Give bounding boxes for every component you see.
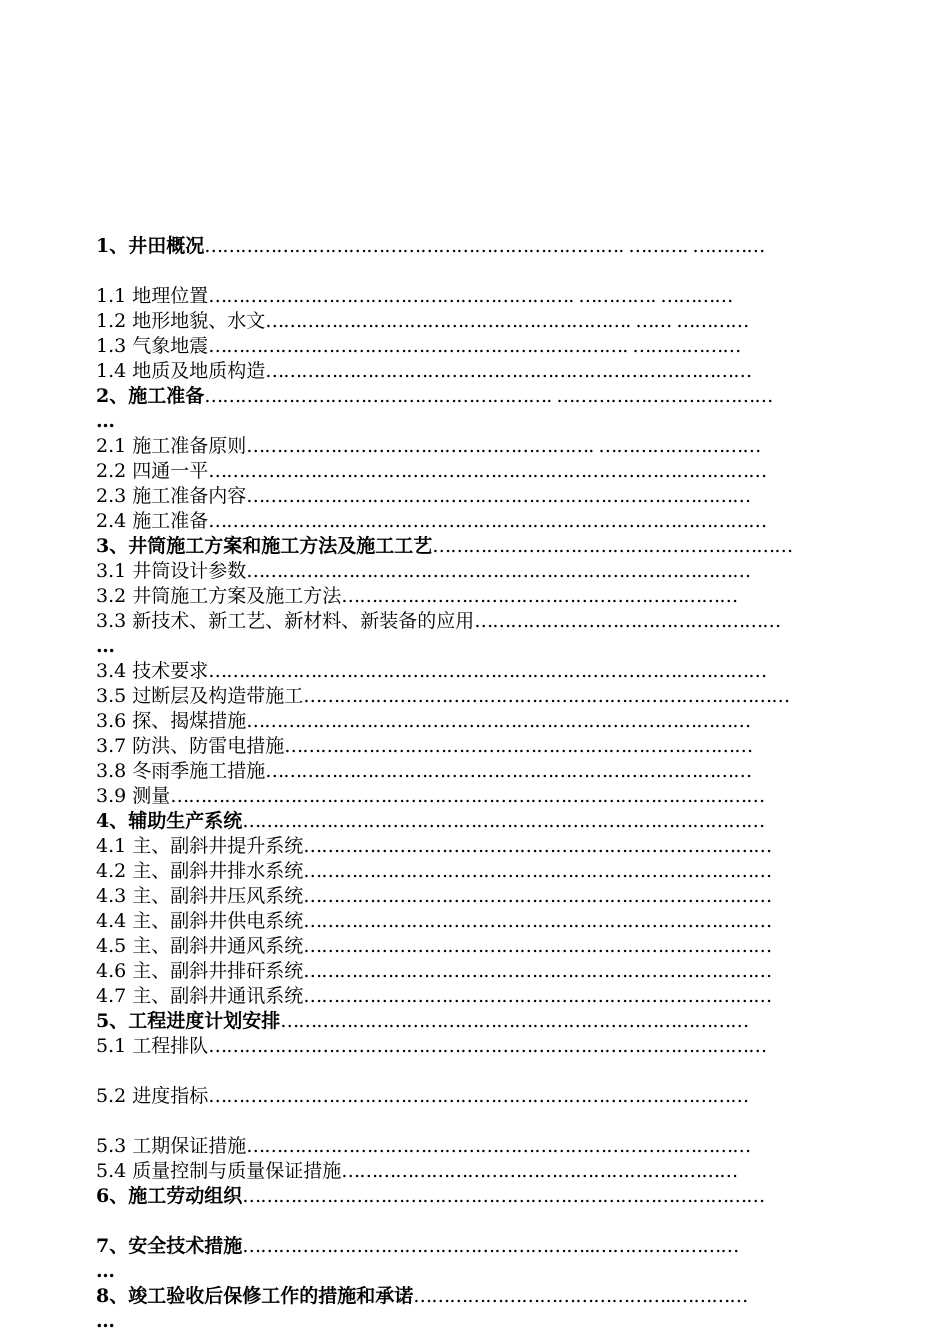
toc-entry[interactable] [96,659,868,684]
toc-entry-label: 1.1 地理位置 [96,285,209,307]
toc-entry-label: 2、施工准备 [96,385,205,407]
toc-entry-label: 3.5 过断层及构造带施工 [96,685,304,707]
toc-entry-leader: …………………………………………………………………… [303,935,772,957]
toc-entry-leader: ……………………………………..………… [413,1285,748,1307]
toc-entry-label: 3.9 测量 [96,785,171,807]
toc-entry[interactable] [96,434,868,459]
toc-entry-leader: ………………………………………………………………………… [246,1135,751,1157]
toc-entry-label: 3.1 井筒设计参数 [96,560,247,582]
toc-entry[interactable] [96,1134,868,1159]
toc-entry[interactable] [96,234,868,259]
toc-entry[interactable] [96,584,868,609]
toc-entry[interactable] [96,384,868,409]
toc-entry[interactable] [96,609,868,634]
toc-entry[interactable] [96,784,868,809]
toc-entry-label: 4.1 主、副斜井提升系统 [96,835,304,857]
toc-entry-label: 8、竣工验收后保修工作的措施和承诺 [96,1285,414,1307]
toc-entry-leader: ………………………………………………………………………… [246,710,751,732]
toc-entry-leader: ………………………………………………………………………………… [208,660,767,682]
toc-entry-leader: …………………………………………………………………… [280,1010,749,1032]
toc-entry-label: 3.8 冬雨季施工措施 [96,760,266,782]
spacer [96,1059,868,1084]
toc-entry-leader: ……………………………………………………………. ………. ………… [204,235,765,257]
toc-entry-leader: ………………………………………………………………………………… [208,460,767,482]
toc-entry-label: 2.1 施工准备原则 [96,435,247,457]
toc-entry-label: 3、井筒施工方案和施工方法及施工工艺 [96,535,433,557]
toc-entry-label: 2.2 四通一平 [96,460,209,482]
toc-entry-label: 5、工程进度计划安排 [96,1010,281,1032]
toc-entry-label: 2.3 施工准备内容 [96,485,247,507]
toc-entry-leader: ……………………………………………………………………… [303,685,790,707]
toc-entry-label: 5.2 进度指标 [96,1085,209,1107]
toc-entry[interactable] [96,884,868,909]
toc-entry-label: 3.7 防洪、防雷电措施 [96,735,285,757]
toc-entry[interactable] [96,309,868,334]
toc-entry[interactable] [96,484,868,509]
toc-entry[interactable] [96,809,868,834]
toc-entry-leader: …………………………………………………………………… [284,735,753,757]
toc-entry-leader: …………………………………………………………………… [303,960,772,982]
toc-entry-label: 3.2 井筒施工方案及施工方法 [96,585,342,607]
toc-entry-label: 4.2 主、副斜井排水系统 [96,860,304,882]
toc-entry-label: 4.3 主、副斜井压风系统 [96,885,304,907]
toc-entry[interactable] [96,559,868,584]
table-of-contents [96,234,868,1334]
toc-entry-leader: ……………………………………………………………. ……………… [208,335,741,357]
toc-entry[interactable] [96,1159,868,1184]
toc-entry-label: 1.3 气象地震 [96,335,209,357]
toc-entry-leader: ………………………………………………………………………… [246,560,751,582]
toc-entry-label: 6、施工劳动组织 [96,1185,243,1207]
toc-entry-leader: ……………………………………………………………………… [265,360,752,382]
toc-entry-leader: ……………………………………………………. …………. ………… [208,285,733,307]
toc-entry-leader: …………………………………………………………………… [303,885,772,907]
toc-entry[interactable] [96,1084,868,1109]
toc-entry[interactable] [96,1184,868,1209]
toc-entry[interactable] [96,1284,868,1309]
spacer [96,1209,868,1234]
toc-entry[interactable] [96,909,868,934]
toc-entry-leader: …………………………………………………………………… [303,860,772,882]
toc-entry-label: 1.4 地质及地质构造 [96,360,266,382]
toc-entry[interactable] [96,934,868,959]
toc-entry[interactable] [96,1009,868,1034]
toc-entry-leader: …………………………………………………………………… [303,985,772,1007]
toc-entry-leader: ………………………………………………………… [341,1160,738,1182]
toc-entry-label: 2.4 施工准备 [96,510,209,532]
toc-entry-label: 3.4 技术要求 [96,660,209,682]
toc-entry[interactable] [96,734,868,759]
spacer [96,1109,868,1134]
toc-entry-leader: ……………………………………………………. …… ………… [265,310,749,332]
toc-entry[interactable] [96,959,868,984]
toc-entry-leader-continuation: … [96,1260,115,1282]
toc-entry-label: 4.7 主、副斜井通讯系统 [96,985,304,1007]
toc-entry-label: 5.1 工程排队 [96,1035,209,1057]
toc-entry-leader: ……………………………………………………………………………… [208,1085,749,1107]
toc-entry-leader: …………………………………………………… [432,535,793,557]
toc-entry-leader: …………………………………………………………………… [303,835,772,857]
toc-entry-label: 3.6 探、揭煤措施 [96,710,247,732]
toc-entry-leader: …………………………………………………………………………… [242,810,765,832]
toc-entry-leader-continuation: … [96,410,115,432]
toc-entry-leader: …………………………………………… [474,610,781,632]
spacer [96,259,868,284]
toc-entry[interactable] [96,534,868,559]
toc-entry[interactable] [96,984,868,1009]
toc-entry-leader: ……………………………………………………………………… [265,760,752,782]
toc-entry-label: 5.3 工期保证措施 [96,1135,247,1157]
toc-entry-leader: ………………………………………………………………………………… [208,1035,767,1057]
toc-entry-leader: …………………………………………………. ……………………………… [204,385,773,407]
toc-entry-label: 3.3 新技术、新工艺、新材料、新装备的应用 [96,610,475,632]
toc-entry-leader: ……………………………………………………………………………………… [170,785,765,807]
toc-entry-label: 1.2 地形地貌、水文 [96,310,266,332]
toc-entry[interactable] [96,509,868,534]
toc-entry[interactable] [96,709,868,734]
toc-entry[interactable] [96,834,868,859]
toc-entry-leader: ………………………………………………………………………………… [208,510,767,532]
toc-entry-leader: …………………………………………………………………… [303,910,772,932]
toc-entry[interactable] [96,334,868,359]
toc-entry-leader: …………………………………………………..…………………… [242,1235,739,1257]
toc-entry[interactable] [96,1034,868,1059]
toc-entry-label: 4.5 主、副斜井通风系统 [96,935,304,957]
toc-entry[interactable] [96,359,868,384]
toc-entry-label: 4.4 主、副斜井供电系统 [96,910,304,932]
toc-entry-leader: …………………………………………………………………………… [242,1185,765,1207]
toc-entry[interactable] [96,284,868,309]
toc-entry-leader: ………………………………………………………… [341,585,738,607]
toc-entry-label: 4.6 主、副斜井排矸系统 [96,960,304,982]
toc-entry-leader-continuation: … [96,1310,115,1332]
toc-entry-leader: …………………………………………………. ……………………… [246,435,761,457]
toc-entry-leader-continuation: … [96,635,115,657]
toc-entry[interactable] [96,684,868,709]
toc-entry-label: 7、安全技术措施 [96,1235,243,1257]
toc-entry[interactable] [96,1234,868,1259]
toc-entry-label: 4、辅助生产系统 [96,810,243,832]
toc-entry[interactable] [96,759,868,784]
toc-entry[interactable] [96,859,868,884]
toc-entry-leader: ………………………………………………………………………… [246,485,751,507]
toc-entry-label: 5.4 质量控制与质量保证措施 [96,1160,342,1182]
toc-entry[interactable] [96,459,868,484]
toc-entry-label: 1、井田概况 [96,235,205,257]
